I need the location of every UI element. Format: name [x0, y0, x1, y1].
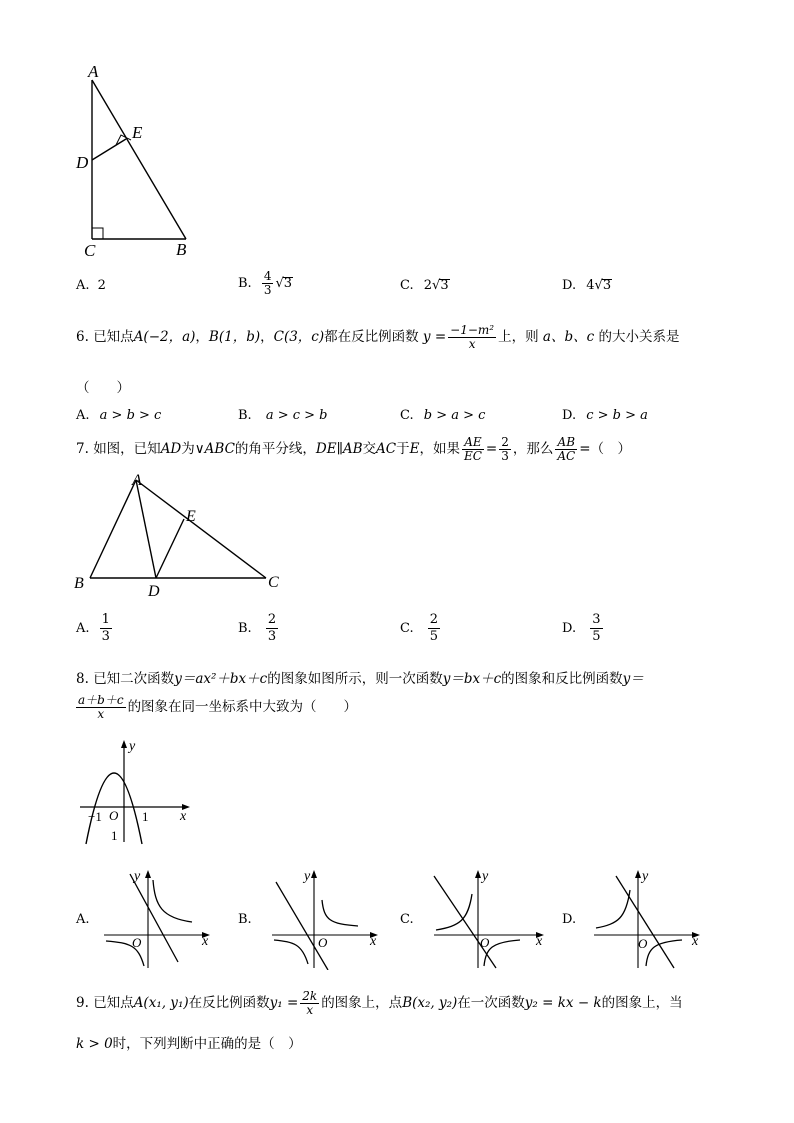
point-a: A(−2，a)	[133, 329, 196, 345]
stem-text: 于	[396, 441, 410, 457]
option-letter: A.	[76, 621, 90, 636]
y-axis-label: y	[304, 869, 311, 884]
q7-label-D: D	[148, 583, 160, 600]
stem-text: 交	[362, 441, 376, 457]
option-value: 2	[97, 278, 106, 293]
radicand: 3	[602, 278, 612, 293]
q6-option-b[interactable]	[238, 408, 328, 423]
stem-text: ，如果	[419, 441, 460, 457]
inverse-function-lhs: y＝	[622, 671, 644, 687]
point-a: A(x₁, y₁)	[133, 995, 189, 1011]
inverse-function-fraction: $\frac{a+b+c}{x}$	[78, 693, 124, 721]
option-letter: C.	[400, 408, 414, 423]
option-letter: B.	[238, 276, 252, 291]
option-letter: D.	[562, 621, 577, 636]
option-letter: A.	[76, 912, 90, 927]
q8-graph-y-label: y	[129, 739, 136, 754]
q8-option-a[interactable]	[76, 912, 90, 927]
point-e: E	[409, 441, 420, 457]
stem-text: 为	[181, 441, 195, 457]
stem-text: 的图象上，当	[601, 995, 683, 1011]
q7-option-c[interactable]	[400, 612, 442, 645]
quadratic-function: y＝ax²＋bx＋c	[174, 671, 268, 687]
option-fraction: $\frac{2}{3}$	[267, 612, 277, 644]
x-axis-label: x	[536, 934, 543, 949]
stem-text: 在反比例函数	[188, 995, 270, 1011]
q5-triangle-figure	[70, 58, 210, 263]
stem-text: ，那么	[512, 441, 554, 457]
q5-option-b[interactable]	[238, 270, 293, 297]
function-lhs: y =	[422, 329, 447, 345]
x-axis-label: x	[202, 934, 209, 949]
q7-option-a[interactable]	[76, 612, 114, 645]
question-number: 9.	[76, 995, 89, 1011]
segment-ac: AC	[376, 441, 397, 457]
ratio-ab-ac: $\frac{AB}{AC}$	[557, 435, 576, 463]
option-value: a > b > c	[99, 408, 162, 423]
q8-parabola-graph	[72, 738, 202, 846]
q8-stem-line1	[76, 667, 644, 687]
stem-text: 的大小关系是	[598, 329, 680, 345]
stem-text: 如图，已知	[93, 441, 161, 457]
ratio-ae-ec: $\frac{AE}{EC}$	[463, 435, 482, 463]
radicand: 3	[440, 278, 449, 293]
linear-function: y₂ = kx − k	[524, 995, 602, 1011]
y-axis-label: y	[482, 869, 489, 884]
sqrt-sign: √	[275, 276, 284, 291]
q9-stem-line1	[76, 990, 683, 1017]
q8-graph-origin: O	[109, 808, 119, 823]
option-value: a > c > b	[265, 408, 328, 423]
origin-label: O	[132, 935, 142, 950]
stem-text: 上，则	[498, 329, 539, 345]
option-fraction: $\frac{2}{5}$	[429, 612, 439, 644]
stem-text: 已知点	[93, 995, 134, 1011]
stem-text: 的角平分线，	[234, 441, 316, 457]
point-c: C(3，c)	[273, 329, 325, 345]
option-letter: D.	[562, 408, 577, 423]
question-number: 7.	[76, 441, 89, 457]
q5-label-E: E	[132, 123, 143, 142]
option-fraction: $\frac{4}{3}$	[263, 269, 272, 297]
stem-text: 在一次函数	[457, 995, 525, 1011]
answer-paren: =（ ）	[579, 441, 632, 457]
q7-label-C: C	[268, 574, 279, 591]
function-fraction: $\frac{\text{−1−m²}}{x}$	[450, 323, 495, 351]
q5-option-d[interactable]	[562, 278, 612, 293]
q8-option-b-graph[interactable]	[268, 866, 388, 970]
q8-graph-tick-1: 1	[142, 809, 149, 824]
q6-option-d[interactable]	[562, 408, 648, 423]
coefficient: 4	[586, 278, 595, 293]
q5-label-C: C	[84, 241, 96, 260]
q7-option-b[interactable]	[238, 612, 280, 645]
option-letter: D.	[562, 278, 577, 293]
stem-text: 的图象如图所示，则一次函数	[267, 671, 443, 687]
q8-option-d-graph[interactable]	[590, 866, 710, 970]
q5-label-A: A	[88, 62, 99, 81]
point-b: B(1，b)	[208, 329, 261, 345]
option-letter: C.	[400, 621, 414, 636]
point-b: B(x₂, y₂)	[402, 995, 458, 1011]
origin-label: O	[318, 935, 328, 950]
q5-option-a[interactable]	[76, 278, 106, 293]
q8-option-c-graph[interactable]	[430, 866, 550, 970]
q7-stem	[76, 436, 631, 463]
function-lhs: y₁ =	[269, 995, 299, 1011]
stem-text: 都在反比例函数	[324, 329, 419, 345]
q7-label-E: E	[186, 508, 196, 525]
option-letter: A.	[76, 408, 90, 423]
q7-option-d[interactable]	[562, 612, 605, 645]
q8-option-b[interactable]	[238, 912, 252, 927]
option-letter: C.	[400, 912, 414, 927]
q5-label-B: B	[176, 240, 187, 259]
q6-option-a[interactable]	[76, 408, 161, 423]
option-letter: C.	[400, 278, 414, 293]
condition: k > 0	[76, 1036, 113, 1052]
ratio-value: $\frac{2}{3}$	[501, 435, 509, 463]
q9-stem-line2	[76, 1032, 302, 1052]
x-axis-label: x	[692, 934, 699, 949]
option-letter: A.	[76, 278, 90, 293]
q5-option-c[interactable]	[400, 278, 450, 293]
q8-stem-line2	[76, 694, 357, 721]
sqrt-sign: √	[432, 278, 441, 293]
q8-graph-label-1: 1	[111, 828, 118, 843]
option-value: b > a > c	[423, 408, 486, 423]
q5-label-D: D	[76, 153, 89, 172]
option-letter: B.	[238, 621, 252, 636]
sqrt-sign: √	[594, 278, 603, 293]
variables: a、b、c	[542, 329, 595, 345]
q8-option-c[interactable]	[400, 912, 414, 927]
option-fraction: $\frac{3}{5}$	[592, 612, 601, 644]
y-axis-label: y	[134, 869, 141, 884]
stem-text: 已知二次函数	[93, 671, 175, 687]
y-axis-label: y	[642, 869, 649, 884]
option-letter: D.	[562, 912, 577, 927]
stem-text: 的图象在同一坐标系中大致为（ ）	[127, 699, 358, 715]
q7-label-B: B	[74, 575, 84, 592]
q8-graph-tick-minus1: −1	[88, 809, 102, 824]
origin-label: O	[638, 936, 648, 951]
question-number: 8.	[76, 671, 89, 687]
x-axis-label: x	[370, 934, 377, 949]
q7-label-A: A	[132, 472, 142, 489]
q8-graph-x-label: x	[180, 809, 187, 824]
option-letter: B.	[238, 912, 252, 927]
coefficient: 2	[423, 278, 433, 293]
stem-text: 的图象上，点	[321, 995, 403, 1011]
question-number: 6.	[76, 329, 89, 345]
q8-option-a-graph[interactable]	[100, 866, 220, 970]
function-fraction: $\frac{2k}{x}$	[302, 989, 318, 1017]
q6-answer-paren: （ ）	[76, 380, 130, 396]
option-fraction: $\frac{1}{3}$	[101, 612, 110, 644]
stem-text: 时，下列判断中正确的是（ ）	[112, 1036, 302, 1052]
radicand: 3	[283, 276, 293, 291]
q6-option-c[interactable]	[400, 408, 485, 423]
stem-text: 已知点	[93, 329, 134, 345]
stem-text: 的图象和反比例函数	[501, 671, 623, 687]
q7-triangle-figure	[70, 470, 290, 602]
q8-option-d[interactable]	[562, 912, 576, 927]
q6-stem: 6. 已知点A(−2，a)，B(1，b)，C(3，c)都在反比例函数 y = $\frac{\text{−1−m²}}{x}$ 上，则 a、b、c 的大小关系是	[76, 323, 680, 351]
triangle-abc: ∨ABC	[194, 441, 235, 457]
parallel-condition: DE∥AB	[315, 441, 363, 457]
equals-sign: =	[485, 441, 498, 457]
option-letter: B.	[238, 408, 252, 423]
option-value: c > b > a	[586, 408, 648, 423]
segment-ad: AD	[160, 441, 182, 457]
origin-label: O	[480, 935, 490, 950]
linear-function: y＝bx＋c	[442, 671, 502, 687]
